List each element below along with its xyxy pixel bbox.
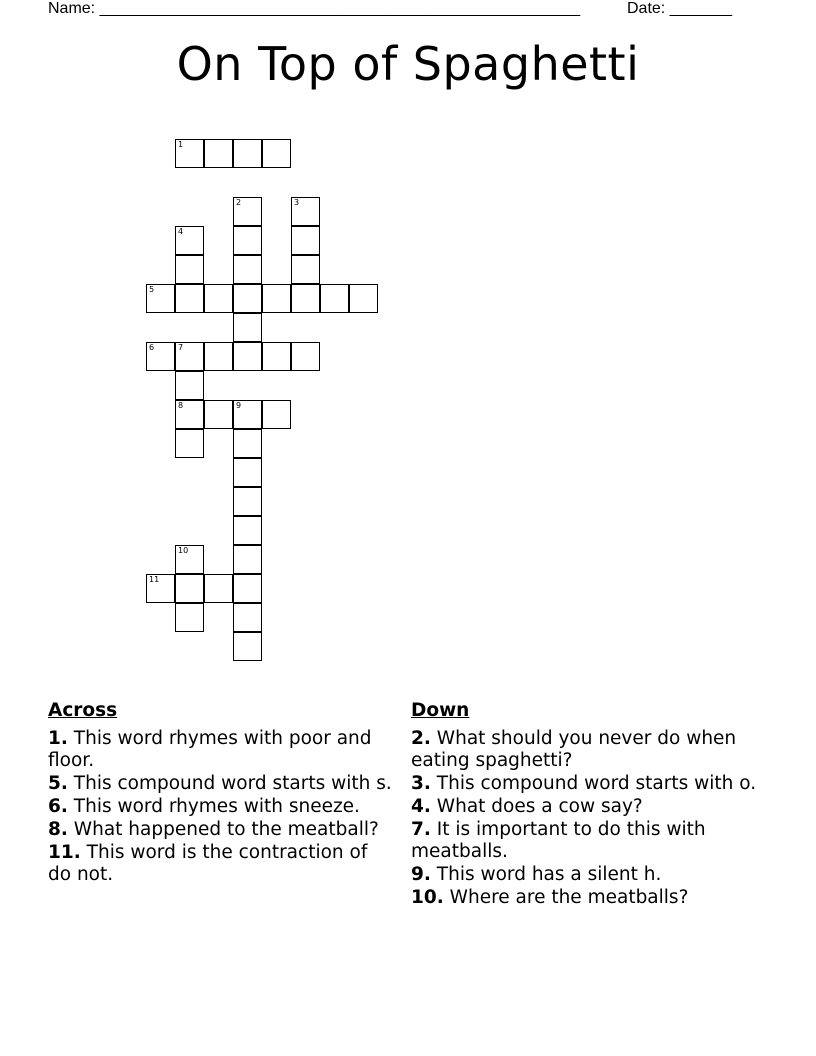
clue-text: Where are the meatballs? <box>449 887 689 908</box>
crossword-cell[interactable] <box>204 284 233 313</box>
crossword-cell[interactable] <box>175 371 204 400</box>
across-clue <box>48 728 393 772</box>
crossword-cell[interactable] <box>175 400 204 429</box>
crossword-cell[interactable] <box>233 487 262 516</box>
crossword-cell[interactable] <box>233 574 262 603</box>
crossword-cell[interactable] <box>175 429 204 458</box>
crossword-cell[interactable] <box>175 284 204 313</box>
clue-number: 5. <box>48 773 68 794</box>
crossword-cell[interactable] <box>349 284 378 313</box>
down-clue <box>411 887 771 909</box>
crossword-cell[interactable] <box>175 139 204 168</box>
crossword-cell[interactable] <box>291 342 320 371</box>
clue-text: This word rhymes with sneeze. <box>73 796 360 817</box>
clue-number: 9. <box>411 864 431 885</box>
crossword-cell[interactable] <box>291 284 320 313</box>
clue-text: This word rhymes with poor and floor. <box>48 728 372 771</box>
cell-number: 5 <box>149 285 155 294</box>
cell-number: 9 <box>236 401 242 410</box>
crossword-cell[interactable] <box>291 226 320 255</box>
crossword-cell[interactable] <box>233 197 262 226</box>
clue-text: This compound word starts with o. <box>436 773 757 794</box>
clue-text: This word is the contraction of do not. <box>48 842 368 885</box>
cell-number: 10 <box>178 546 189 555</box>
clue-number: 1. <box>48 728 68 749</box>
crossword-cell[interactable] <box>233 400 262 429</box>
clue-number: 4. <box>411 796 431 817</box>
crossword-cell[interactable] <box>291 255 320 284</box>
crossword-cell[interactable] <box>175 226 204 255</box>
clue-text: This word has a silent h. <box>436 864 662 885</box>
crossword-cell[interactable] <box>233 313 262 342</box>
crossword-cell[interactable] <box>233 139 262 168</box>
down-clue <box>411 796 771 818</box>
crossword-cell[interactable] <box>233 603 262 632</box>
across-clues <box>48 700 393 887</box>
date-field-line: Date: _______ <box>627 0 732 17</box>
crossword-cell[interactable] <box>233 458 262 487</box>
clue-number: 7. <box>411 819 431 840</box>
page-title: On Top of Spaghetti <box>176 37 640 91</box>
crossword-cell[interactable] <box>262 400 291 429</box>
down-clue <box>411 728 771 772</box>
across-clue <box>48 819 393 841</box>
down-heading: Down <box>411 700 470 721</box>
across-clue <box>48 796 393 818</box>
crossword-cell[interactable] <box>262 342 291 371</box>
crossword-cell[interactable] <box>233 284 262 313</box>
crossword-cell[interactable] <box>175 545 204 574</box>
cell-number: 11 <box>149 575 160 584</box>
crossword-cell[interactable] <box>233 429 262 458</box>
crossword-cell[interactable] <box>320 284 349 313</box>
clue-text: What does a cow say? <box>436 796 643 817</box>
down-clue <box>411 864 771 886</box>
crossword-cell[interactable] <box>204 139 233 168</box>
cell-number: 4 <box>178 227 184 236</box>
cell-number: 1 <box>178 140 184 149</box>
crossword-cell[interactable] <box>204 574 233 603</box>
down-clue <box>411 819 771 863</box>
clue-number: 6. <box>48 796 68 817</box>
across-clue <box>48 842 393 886</box>
clue-text: What happened to the meatball? <box>73 819 379 840</box>
cell-number: 6 <box>149 343 155 352</box>
crossword-cell[interactable] <box>262 139 291 168</box>
crossword-cell[interactable] <box>233 342 262 371</box>
clue-text: What should you never do when eating spaghetti? <box>411 728 737 771</box>
clue-number: 8. <box>48 819 68 840</box>
crossword-cell[interactable] <box>204 342 233 371</box>
crossword-cell[interactable] <box>146 284 175 313</box>
down-clues <box>411 700 771 910</box>
cell-number: 7 <box>178 343 184 352</box>
clue-number: 2. <box>411 728 431 749</box>
clue-number: 10. <box>411 887 444 908</box>
crossword-cell[interactable] <box>291 197 320 226</box>
crossword-cell[interactable] <box>175 255 204 284</box>
crossword-cell[interactable] <box>233 516 262 545</box>
crossword-cell[interactable] <box>204 400 233 429</box>
crossword-cell[interactable] <box>233 632 262 661</box>
crossword-cell[interactable] <box>262 284 291 313</box>
clue-number: 3. <box>411 773 431 794</box>
crossword-cell[interactable] <box>233 255 262 284</box>
cell-number: 2 <box>236 198 242 207</box>
crossword-cell[interactable] <box>233 226 262 255</box>
crossword-cell[interactable] <box>233 545 262 574</box>
down-clue <box>411 773 771 795</box>
crossword-cell[interactable] <box>146 342 175 371</box>
cell-number: 3 <box>294 198 300 207</box>
crossword-cell[interactable] <box>175 342 204 371</box>
clue-text: It is important to do this with meatballs. <box>411 819 706 862</box>
crossword-cell[interactable] <box>175 603 204 632</box>
crossword-cell[interactable] <box>175 574 204 603</box>
cell-number: 8 <box>178 401 184 410</box>
name-field-line: Name: ______________________________________________________ <box>48 0 581 17</box>
across-heading: Across <box>48 700 118 721</box>
clue-number: 11. <box>48 842 81 863</box>
clue-text: This compound word starts with s. <box>73 773 392 794</box>
crossword-cell[interactable] <box>146 574 175 603</box>
across-clue <box>48 773 393 795</box>
